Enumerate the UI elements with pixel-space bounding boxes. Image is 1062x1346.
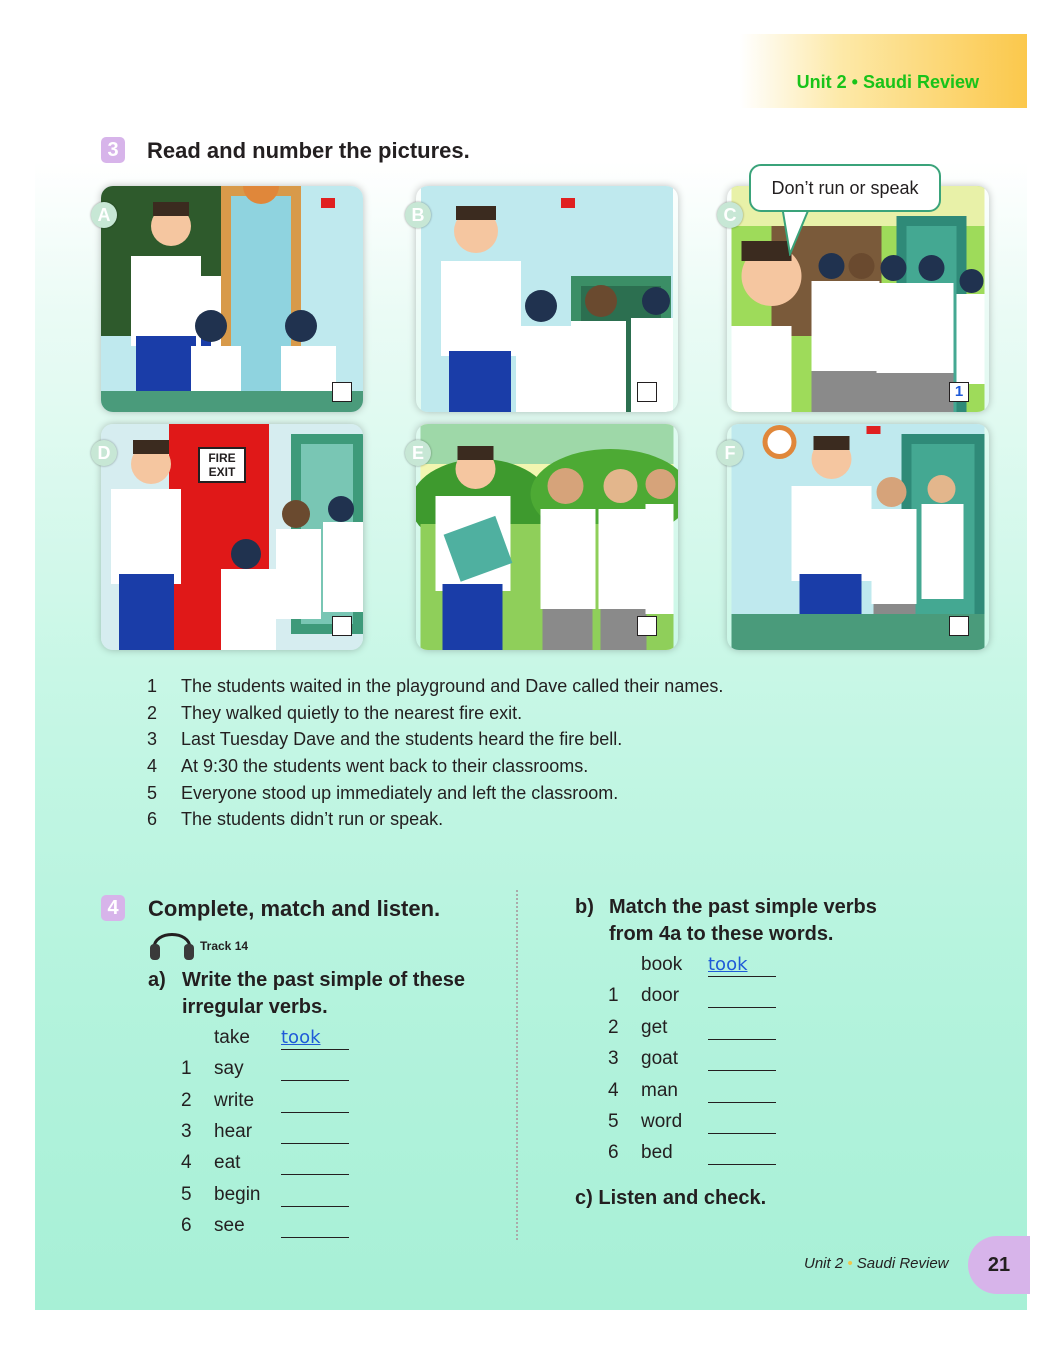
sentence-list	[147, 676, 723, 836]
list-item: 3 goat	[608, 1048, 788, 1079]
answer-blank[interactable]	[708, 1048, 776, 1071]
list-item: 4 At 9:30 the students went back to their classrooms.	[147, 756, 589, 777]
page-number: 21	[968, 1236, 1030, 1294]
answer-blank[interactable]	[708, 985, 776, 1008]
part-a-example-row: take took	[181, 1027, 361, 1058]
exercise-4-instruction: Complete, match and listen.	[148, 896, 441, 921]
answer-blank[interactable]	[281, 1152, 349, 1175]
part-b-example-row: book took	[608, 954, 788, 985]
picture-d	[101, 424, 363, 650]
part-a-example-answer: took	[281, 1027, 349, 1050]
picture-letter-f: F	[717, 440, 743, 466]
picture-letter-b: B	[405, 202, 431, 228]
list-item: 2 get	[608, 1017, 788, 1048]
list-item: 2 write	[181, 1090, 361, 1121]
speech-bubble: Don’t run or speak	[749, 164, 941, 212]
answer-blank[interactable]	[708, 1111, 776, 1134]
speech-bubble-tail	[780, 206, 816, 256]
part-c-instruction: c) Listen and check.	[575, 1187, 767, 1209]
unit-header-tab	[740, 34, 1027, 108]
picture-c	[727, 186, 989, 412]
picture-letter-d: D	[91, 440, 117, 466]
list-item: 4 eat	[181, 1152, 361, 1183]
list-item: 6 see	[181, 1215, 361, 1246]
picture-letter-a: A	[91, 202, 117, 228]
list-item: 4 man	[608, 1080, 788, 1111]
picture-letter-e: E	[405, 440, 431, 466]
headphones-icon	[148, 922, 196, 962]
picture-b-answer-box[interactable]	[637, 382, 657, 402]
list-item: 1 The students waited in the playground and Dave called their names.	[147, 676, 724, 696]
list-item: 5 word	[608, 1111, 788, 1142]
picture-c-answer-box[interactable]: 1	[949, 382, 969, 402]
answer-blank[interactable]	[281, 1121, 349, 1144]
picture-d-answer-box[interactable]	[332, 616, 352, 636]
page-footer: Unit 2 • Saudi Review	[804, 1255, 949, 1272]
svg-text:FIRE: FIRE	[208, 451, 236, 465]
exercise-4-number: 4	[101, 895, 125, 921]
picture-b	[416, 186, 678, 412]
list-item: 5 begin	[181, 1184, 361, 1215]
picture-letter-c: C	[717, 202, 743, 228]
picture-f-answer-box[interactable]	[949, 616, 969, 636]
part-b-instruction: b) Match the past simple verbs from 4a to these words.	[575, 896, 877, 945]
picture-e-answer-box[interactable]	[637, 616, 657, 636]
part-b-example-answer: took	[708, 954, 776, 977]
list-item: 1 door	[608, 985, 788, 1016]
list-item: 3 Last Tuesday Dave and the students heard the fire bell.	[147, 729, 623, 750]
answer-blank[interactable]	[708, 1142, 776, 1165]
list-item: 6 The students didn’t run or speak.	[147, 809, 444, 830]
track-label: Track 14	[200, 939, 249, 953]
list-item: 1 say	[181, 1058, 361, 1089]
answer-blank[interactable]	[281, 1215, 349, 1238]
answer-blank[interactable]	[281, 1058, 349, 1081]
answer-blank[interactable]	[281, 1090, 349, 1113]
unit-label: Unit 2 • Saudi Review	[796, 72, 979, 92]
picture-a	[101, 186, 363, 412]
picture-a-answer-box[interactable]	[332, 382, 352, 402]
list-item: 3 hear	[181, 1121, 361, 1152]
exercise-3-number: 3	[101, 137, 125, 163]
list-item: 2 They walked quietly to the nearest fire exit.	[147, 702, 523, 723]
answer-blank[interactable]	[281, 1184, 349, 1207]
part-a-instruction: a) Write the past simple of these irregular verbs.	[148, 969, 466, 1018]
answer-blank[interactable]	[708, 1080, 776, 1103]
list-item: 5 Everyone stood up immediately and left the classroom.	[147, 782, 619, 803]
exercise-3-instruction: Read and number the pictures.	[147, 138, 470, 163]
svg-text:EXIT: EXIT	[208, 465, 236, 479]
list-item: 6 bed	[608, 1142, 788, 1173]
column-divider	[516, 890, 518, 1240]
answer-blank[interactable]	[708, 1017, 776, 1040]
